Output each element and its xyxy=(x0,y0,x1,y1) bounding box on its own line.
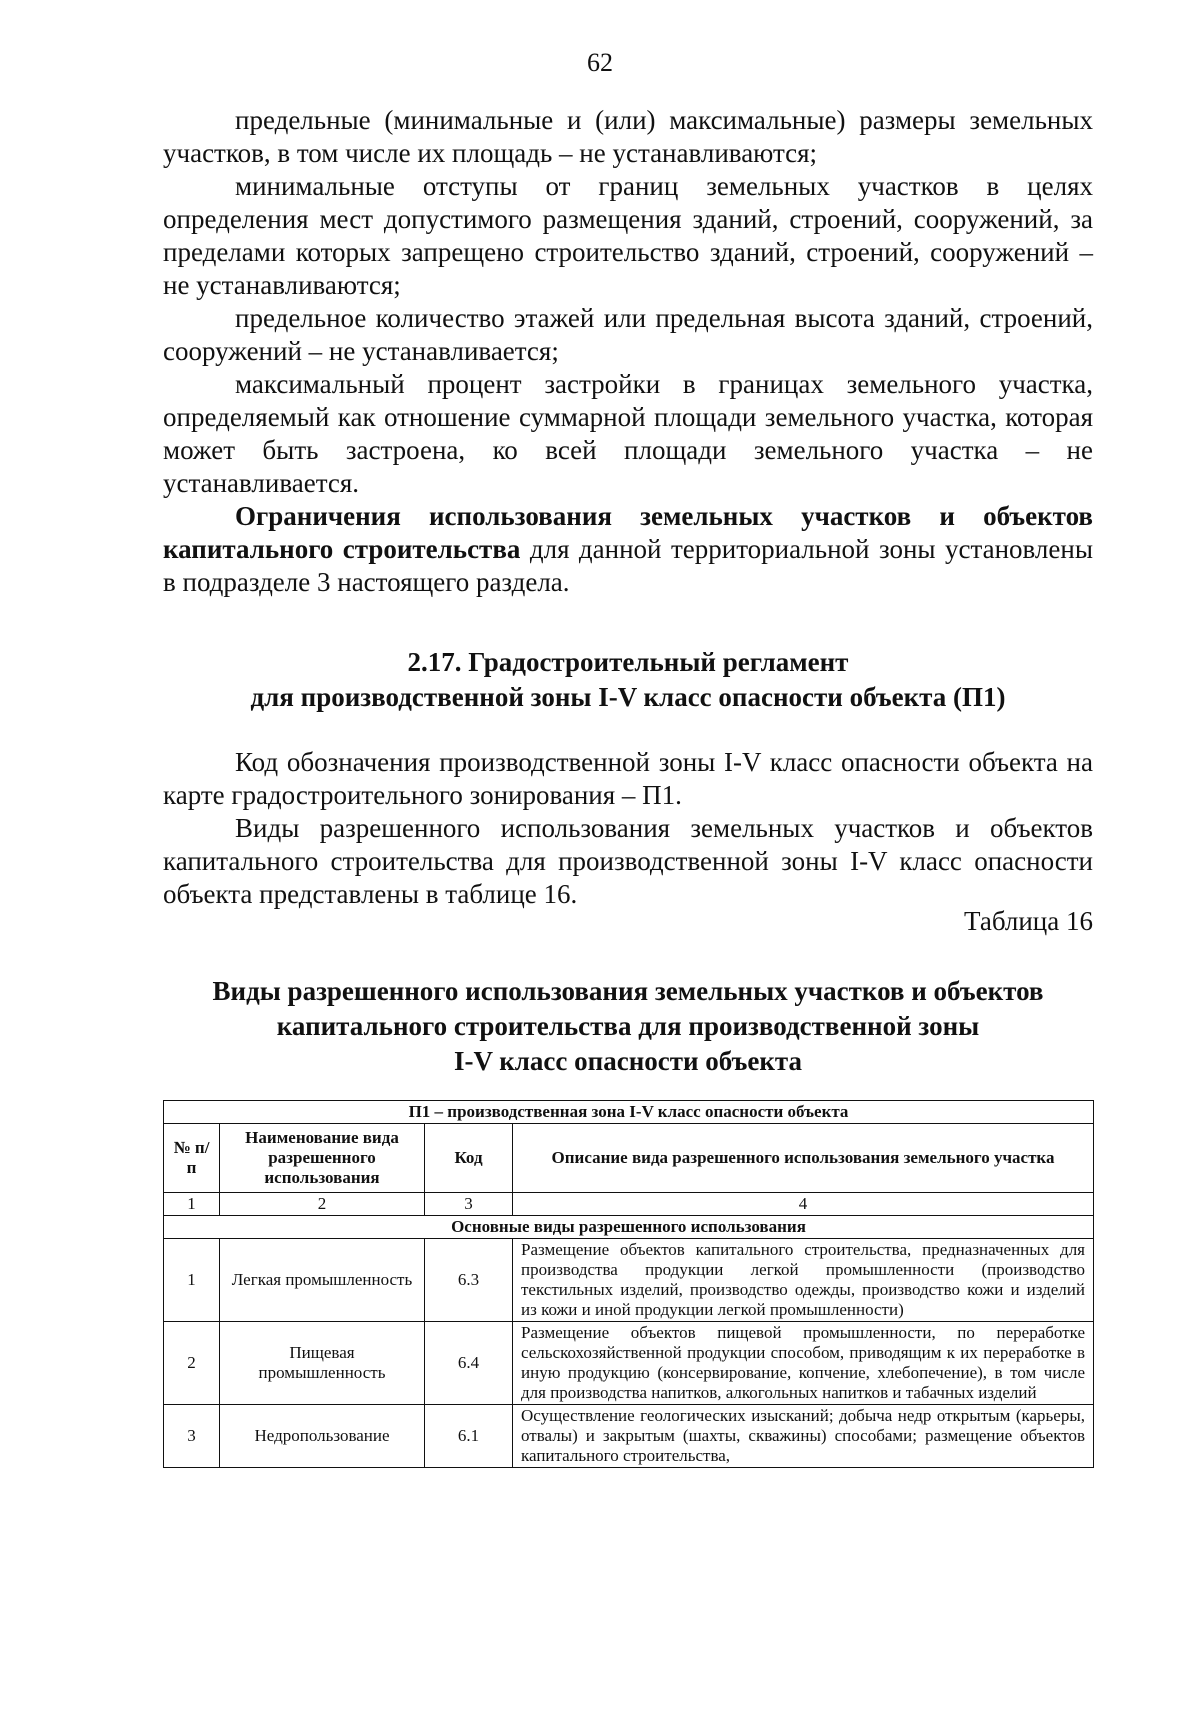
table-column-numbers-row xyxy=(164,1193,1094,1216)
row-name: Недропользование xyxy=(220,1405,425,1468)
table-section-row xyxy=(164,1216,1094,1239)
header-name: Наименование вида разрешенного использования xyxy=(220,1124,425,1193)
row-description: Размещение объектов пищевой промышленности, по переработке сельскохозяйственной продукции способом, приводящим к их переработке в иную продукцию (консервирование, копчение, хлебопечение), в том числе для производства напитков, алкогольных напитков и табачных изделий xyxy=(513,1322,1094,1405)
table-row xyxy=(164,1322,1094,1405)
table-label: Таблица 16 xyxy=(964,906,1093,936)
column-number-cell: 1 xyxy=(164,1193,220,1216)
row-description: Осуществление геологических изысканий; добыча недр открытым (карьеры, отвалы) и закрытым (шахты, скважины) способами; размещение объектов капитального строительства, xyxy=(513,1405,1094,1468)
permitted-use-table xyxy=(163,1100,1094,1468)
row-name: Пищевая промышленность xyxy=(220,1322,425,1405)
section-heading xyxy=(163,645,1093,715)
header-number: № п/п xyxy=(164,1124,220,1193)
row-description: Размещение объектов капитального строительства, предназначенных для производства продукции легкой промышленности (производство текстильных изделий, производство одежды, производство кожи и изделий из кожи и иной продукции легкой промышленности) xyxy=(513,1239,1094,1322)
restrictions-paragraph xyxy=(163,500,1093,599)
paragraph: предельные (минимальные и (или) максимальные) размеры земельных участков, в том числе их площадь – не устанавливаются; xyxy=(163,105,1093,168)
column-number-cell: 4 xyxy=(513,1193,1094,1216)
table-zone-header-row xyxy=(164,1101,1094,1124)
paragraph: минимальные отступы от границ земельных участков в целях определения мест допустимого размещения зданий, строений, сооружений, за пределами которых запрещено строительство зданий, строений, сооружений – не устанавливаются; xyxy=(163,171,1093,300)
table-row xyxy=(164,1405,1094,1468)
row-name: Легкая промышленность xyxy=(220,1239,425,1322)
zone-header-cell: П1 – производственная зона I-V класс опасности объекта xyxy=(164,1101,1094,1124)
header-description: Описание вида разрешенного использования земельного участка xyxy=(513,1124,1094,1193)
row-number: 1 xyxy=(164,1239,220,1322)
table-header-row xyxy=(164,1124,1094,1193)
table-title-line-3: I-V класс опасности объекта xyxy=(453,1046,803,1076)
column-number-cell: 2 xyxy=(220,1193,425,1216)
paragraph: предельное количество этажей или предельная высота зданий, строений, сооружений – не устанавливается; xyxy=(163,303,1093,366)
restrictions-bold-text: Ограничения использования земельных участков и объектов капитального строительства xyxy=(163,501,1093,564)
row-code: 6.4 xyxy=(425,1322,513,1405)
paragraph: Код обозначения производственной зоны I-V класс опасности объекта на карте градостроительного зонирования – П1. xyxy=(163,747,1093,810)
table-title-line-1: Виды разрешенного использования земельных участков и объектов xyxy=(212,976,1044,1006)
page-number: 62 xyxy=(587,48,613,77)
section-heading-line-2: для производственной зоны I-V класс опасности объекта (П1) xyxy=(250,682,1006,712)
section-heading-line-1: 2.17. Градостроительный регламент xyxy=(407,647,849,677)
restrictions-text: для данной территориальной зоны установлены в подразделе 3 настоящего раздела. xyxy=(163,534,1093,597)
row-code: 6.3 xyxy=(425,1239,513,1322)
table-row xyxy=(164,1239,1094,1322)
header-code: Код xyxy=(425,1124,513,1193)
row-code: 6.1 xyxy=(425,1405,513,1468)
row-number: 2 xyxy=(164,1322,220,1405)
paragraph: Виды разрешенного использования земельных участков и объектов капитального строительства для производственной зоны I-V класс опасности объекта представлены в таблице 16. xyxy=(163,813,1093,909)
column-number-cell: 3 xyxy=(425,1193,513,1216)
regulation-parameters xyxy=(163,104,1093,599)
section-cell: Основные виды разрешенного использования xyxy=(164,1216,1094,1239)
table-title xyxy=(163,974,1093,1079)
row-number: 3 xyxy=(164,1405,220,1468)
zone-description xyxy=(163,746,1093,911)
paragraph: максимальный процент застройки в границах земельного участка, определяемый как отношение суммарной площади земельного участка, которая может быть застроена, ко всей площади земельного участка – не устанавливается. xyxy=(163,369,1093,498)
table-title-line-2: капитального строительства для производственной зоны xyxy=(276,1011,980,1041)
